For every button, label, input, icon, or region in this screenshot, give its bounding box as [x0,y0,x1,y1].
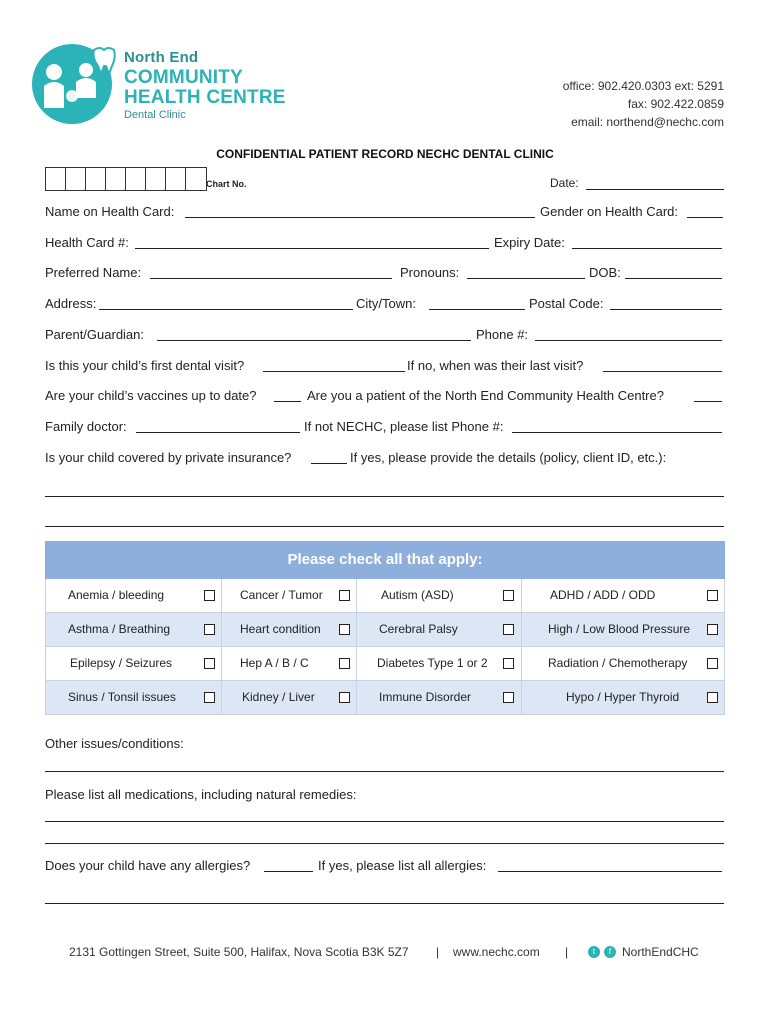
preferred-name-field[interactable] [150,278,392,279]
not-nechc-label: If not NECHC, please list Phone #: [304,419,504,434]
checkbox-icon[interactable] [339,658,350,669]
row-guardian [45,327,724,345]
insurance-details-line[interactable] [45,496,724,497]
checkbox-icon[interactable] [204,658,215,669]
chart-digit-box[interactable] [186,168,206,190]
checklist-row [45,681,725,715]
facebook-icon[interactable]: f [604,946,616,958]
condition-adhd[interactable] [521,579,725,612]
condition-label: Hep A / B / C [240,656,309,670]
condition-label: Radiation / Chemotherapy [548,656,688,670]
allergies-line[interactable] [45,903,724,904]
chart-number-label: Chart No. [206,179,247,189]
condition-label: Immune Disorder [379,690,472,704]
social-handle: NorthEndCHC [622,945,699,959]
name-on-card-label: Name on Health Card: [45,204,175,219]
chart-number-boxes[interactable] [45,167,207,191]
row-name-gender [45,204,724,222]
condition-label: Hypo / Hyper Thyroid [566,690,680,704]
medications-label: Please list all medications, including natural remedies: [45,787,357,802]
checkbox-icon[interactable] [339,692,350,703]
condition-kidney[interactable] [221,681,356,714]
condition-heart[interactable] [221,613,356,646]
condition-radiation[interactable] [521,647,725,680]
chart-digit-box[interactable] [86,168,106,190]
row-healthcard [45,235,724,253]
logo-line-4: Dental Clinic [124,109,186,121]
medications-line[interactable] [45,821,724,822]
condition-label: Diabetes Type 1 or 2 [377,656,488,670]
insurance-details-line[interactable] [45,526,724,527]
condition-label: Kidney / Liver [242,690,315,704]
document-title: CONFIDENTIAL PATIENT RECORD NECHC DENTAL CLINIC [216,147,554,161]
other-issues-label: Other issues/conditions: [45,736,184,751]
row-family-doctor [45,419,724,437]
phone-field[interactable] [535,340,722,341]
family-doctor-field[interactable] [136,432,300,433]
row-preferred [45,265,724,283]
first-visit-label: Is this your child’s first dental visit? [45,358,245,373]
condition-thyroid[interactable] [521,681,725,714]
expiry-field[interactable] [572,248,722,249]
logo-line-2: COMMUNITY [124,67,243,88]
email-address: email: northend@nechc.com [571,115,724,129]
checklist-row [45,647,725,681]
twitter-icon[interactable]: t [588,946,600,958]
allergies-list-label: If yes, please list all allergies: [318,858,487,873]
preferred-name-label: Preferred Name: [45,265,142,280]
clinic-logo [32,42,116,126]
city-field[interactable] [429,309,525,310]
pronouns-label: Pronouns: [400,265,460,280]
condition-anemia[interactable] [45,579,221,612]
insurance-details-label: If yes, please provide the details (policy, client ID, etc.): [350,450,667,465]
dob-label: DOB: [589,265,621,280]
postal-label: Postal Code: [529,296,604,311]
checkbox-icon[interactable] [503,658,514,669]
vaccines-field[interactable] [274,401,301,402]
family-doctor-label: Family doctor: [45,419,127,434]
first-visit-field[interactable] [263,371,405,372]
logo-line-1: North End [124,49,199,66]
checkbox-icon[interactable] [339,624,350,635]
condition-asthma[interactable] [45,613,221,646]
expiry-label: Expiry Date: [494,235,565,250]
health-card-field[interactable] [135,248,489,249]
condition-epilepsy[interactable] [45,647,221,680]
address-field[interactable] [99,309,353,310]
gender-label: Gender on Health Card: [540,204,679,219]
condition-label: Cancer / Tumor [240,588,323,602]
chart-digit-box[interactable] [46,168,66,190]
row-address [45,296,724,314]
insurance-label: Is your child covered by private insurance? [45,450,292,465]
address-label: Address: [45,296,97,311]
checkbox-icon[interactable] [204,692,215,703]
condition-cerebral-palsy[interactable] [356,613,521,646]
condition-autism[interactable] [356,579,521,612]
condition-label: Sinus / Tonsil issues [68,690,176,704]
clinic-name [124,50,286,121]
condition-hepatitis[interactable] [221,647,356,680]
checkbox-icon[interactable] [503,624,514,635]
fax-number: fax: 902.422.0859 [627,97,724,111]
other-issues-line[interactable] [45,771,724,772]
last-visit-label: If no, when was their last visit? [407,358,584,373]
insurance-field[interactable] [311,463,347,464]
dob-field[interactable] [625,278,722,279]
postal-field[interactable] [610,309,722,310]
checkbox-icon[interactable] [707,624,718,635]
chart-digit-box[interactable] [106,168,126,190]
condition-label: High / Low Blood Pressure [548,622,691,636]
checkbox-icon[interactable] [707,658,718,669]
condition-label: ADHD / ADD / ODD [550,588,656,602]
health-card-label: Health Card #: [45,235,129,250]
allergies-field[interactable] [264,871,313,872]
condition-diabetes[interactable] [356,647,521,680]
row-insurance [45,450,724,468]
footer-website-link[interactable]: www.nechc.com [453,945,540,959]
row-first-visit [45,358,724,376]
medications-line[interactable] [45,843,724,844]
logo-line-3: HEALTH CENTRE [124,87,286,108]
pronouns-field[interactable] [467,278,585,279]
condition-label: Asthma / Breathing [68,622,171,636]
condition-label: Cerebral Palsy [379,622,458,636]
vaccines-label: Are your child’s vaccines up to date? [45,388,257,403]
condition-sinus[interactable] [45,681,221,714]
guardian-label: Parent/Guardian: [45,327,145,342]
footer-separator: | [436,945,440,959]
checkbox-icon[interactable] [204,624,215,635]
checkbox-icon[interactable] [503,590,514,601]
phone-label: Phone #: [476,327,529,342]
office-phone: office: 902.420.0303 ext: 5291 [562,79,724,93]
conditions-checklist [45,579,725,715]
checkbox-icon[interactable] [503,692,514,703]
condition-cancer[interactable] [221,579,356,612]
name-on-card-field[interactable] [185,217,535,218]
chart-digit-box[interactable] [126,168,146,190]
condition-immune[interactable] [356,681,521,714]
condition-label: Autism (ASD) [381,588,454,602]
last-visit-field[interactable] [603,371,722,372]
footer-address: 2131 Gottingen Street, Suite 500, Halifax, Nova Scotia B3K 5Z7 [69,945,409,959]
guardian-field[interactable] [157,340,471,341]
checklist-header: Please check all that apply: [45,541,725,579]
nechc-patient-field[interactable] [694,401,722,402]
city-label: City/Town: [356,296,416,311]
date-field[interactable] [586,189,724,190]
row-allergies [45,858,724,876]
checklist-row [45,579,725,613]
nechc-patient-label: Are you a patient of the North End Community Health Centre? [307,388,664,403]
allergies-question-label: Does your child have any allergies? [45,858,251,873]
checkbox-icon[interactable] [707,692,718,703]
gender-field[interactable] [687,217,723,218]
checkbox-icon[interactable] [204,590,215,601]
checkbox-icon[interactable] [339,590,350,601]
date-label: Date: [550,176,579,190]
footer-separator: | [565,945,569,959]
chart-digit-box[interactable] [166,168,186,190]
checklist-row [45,613,725,647]
allergies-list-field[interactable] [498,871,722,872]
chart-digit-box[interactable] [66,168,86,190]
not-nechc-phone-field[interactable] [512,432,722,433]
row-vaccines [45,388,724,406]
row-medications [45,787,724,805]
condition-label: Heart condition [240,622,321,636]
row-other-issues [45,736,724,754]
checkbox-icon[interactable] [707,590,718,601]
condition-blood-pressure[interactable] [521,613,725,646]
chart-digit-box[interactable] [146,168,166,190]
condition-label: Anemia / bleeding [68,588,165,602]
contact-info [563,77,724,131]
condition-label: Epilepsy / Seizures [70,656,173,670]
